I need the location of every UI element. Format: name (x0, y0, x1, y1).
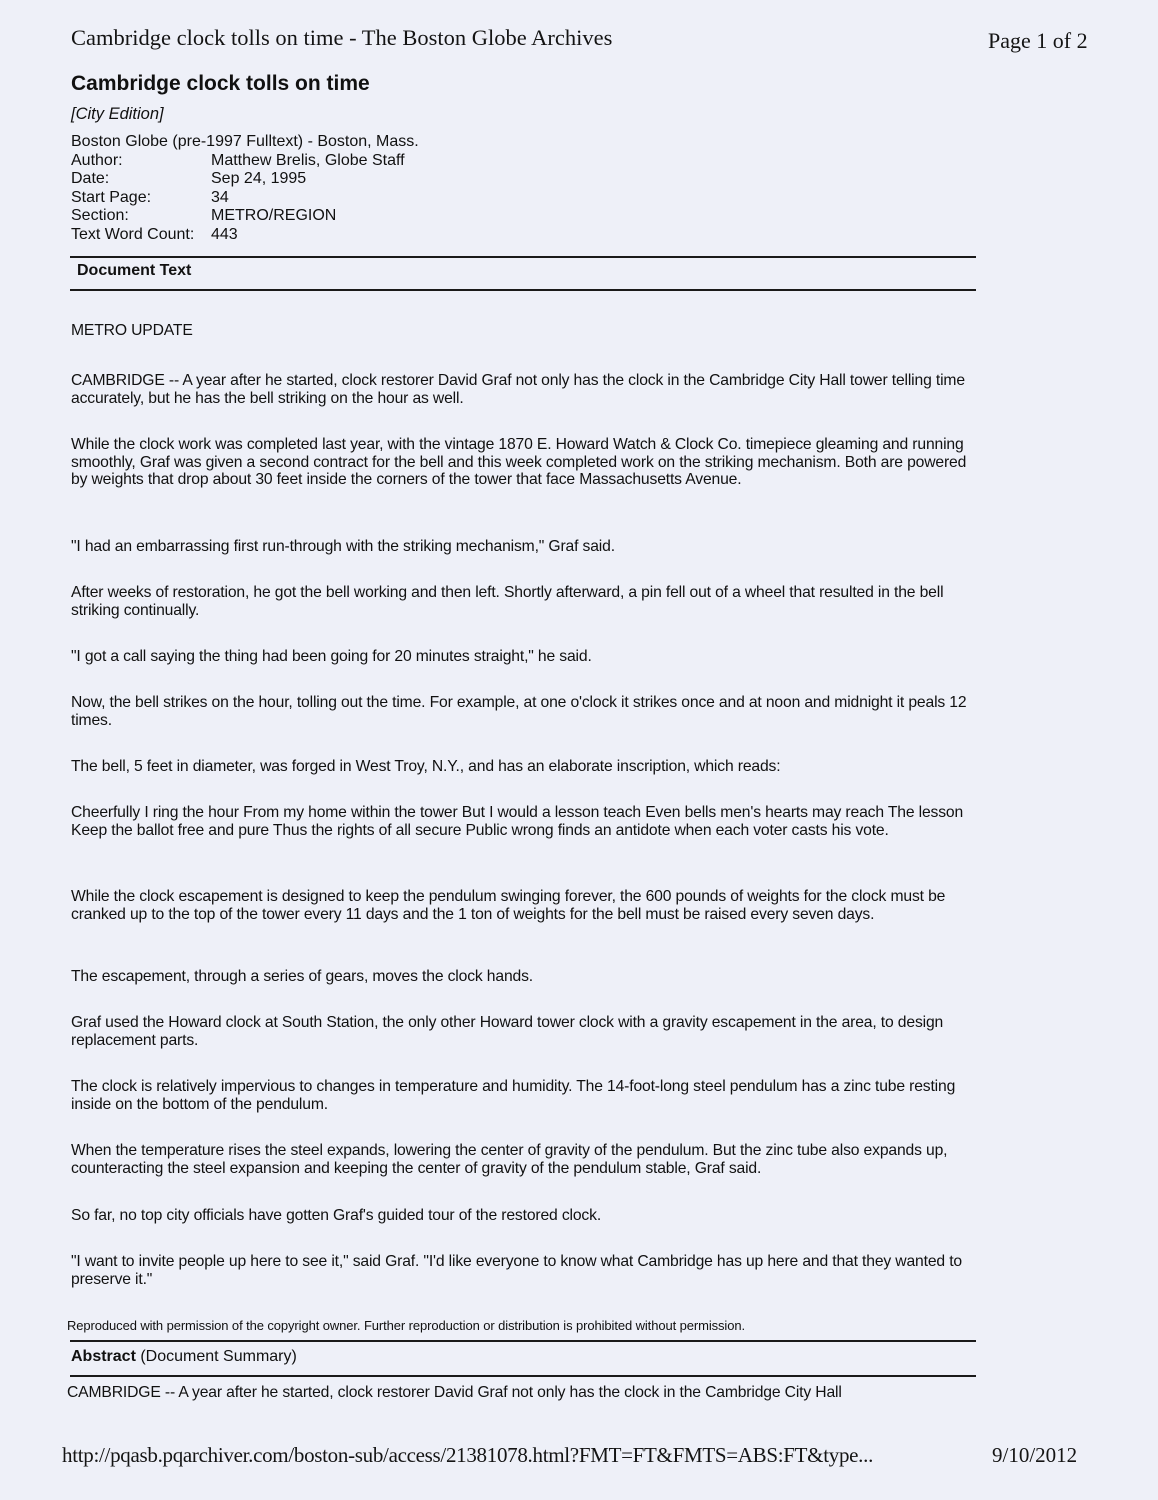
meta-value: 34 (211, 188, 229, 206)
abstract-heading-bold: Abstract (71, 1348, 136, 1365)
publication-source: Boston Globe (pre-1997 Fulltext) - Boston, Mass. (71, 133, 419, 150)
footer-print-date: 9/10/2012 (992, 1443, 1078, 1467)
edition-label: [City Edition] (71, 105, 164, 123)
meta-row-start-page (71, 189, 419, 208)
paragraph: "I got a call saying the thing had been going for 20 minutes straight," he said. (71, 648, 592, 665)
paragraph: Graf used the Howard clock at South Station, the only other Howard tower clock with a gravity escapement in the area, to design replacement parts. (71, 1014, 944, 1049)
document-text-heading: Document Text (77, 262, 192, 279)
meta-value: 443 (211, 225, 238, 243)
copyright-notice: Reproduced with permission of the copyright owner. Further reproduction or distribution is prohibited without permission. (67, 1318, 745, 1333)
paragraph: "I had an embarrassing first run-through with the striking mechanism," Graf said. (71, 538, 615, 555)
abstract-heading (71, 1348, 297, 1366)
meta-label: Text Word Count: (71, 225, 195, 243)
meta-label: Date: (71, 170, 110, 187)
paragraph: When the temperature rises the steel expands, lowering the center of gravity of the pendulum. But the zinc tube also expands up, counteracting the steel expansion and keeping the center of gravity of the pendulum stable, Graf said. (71, 1142, 948, 1177)
divider (70, 289, 976, 291)
paragraph: Now, the bell strikes on the hour, tolling out the time. For example, at one o'clock it strikes once and at noon and midnight it peals 12 times. (71, 694, 967, 729)
paragraph: The clock is relatively impervious to changes in temperature and humidity. The 14-foot-long steel pendulum has a zinc tube resting inside on the bottom of the pendulum. (71, 1078, 956, 1113)
meta-label: Section: (71, 207, 129, 224)
meta-value: METRO/REGION (211, 207, 337, 224)
footer-url: http://pqasb.pqarchiver.com/boston-sub/access/21381078.html?FMT=FT&FMTS=ABS:FT&type... (62, 1443, 874, 1467)
page-header-title: Cambridge clock tolls on time - The Boston Globe Archives (71, 25, 613, 50)
paragraph: METRO UPDATE (71, 322, 193, 339)
meta-row-author (71, 152, 419, 171)
article-metadata (71, 133, 419, 244)
abstract-text: CAMBRIDGE -- A year after he started, clock restorer David Graf not only has the clock in the Cambridge City Hall (67, 1384, 842, 1401)
paragraph: CAMBRIDGE -- A year after he started, clock restorer David Graf not only has the clock in the Cambridge City Hall tower telling time accurately, but he has the bell striking on the hour as well. (71, 372, 965, 407)
paragraph: The bell, 5 feet in diameter, was forged in West Troy, N.Y., and has an elaborate inscription, which reads: (71, 758, 781, 775)
divider (70, 1340, 976, 1342)
abstract-heading-suffix: (Document Summary) (135, 1348, 297, 1365)
paragraph: After weeks of restoration, he got the bell working and then left. Shortly afterward, a pin fell out of a wheel that resulted in the bell striking continually. (71, 584, 944, 619)
article-title: Cambridge clock tolls on time (71, 72, 370, 95)
paragraph: So far, no top city officials have gotten Graf's guided tour of the restored clock. (71, 1207, 602, 1224)
paragraph: "I want to invite people up here to see it," said Graf. "I'd like everyone to know what Cambridge has up here and that they wanted to preserve it." (71, 1253, 962, 1288)
paragraph: Cheerfully I ring the hour From my home within the tower But I would a lesson teach Even bells men's hearts may reach The lesson Keep the ballot free and pure Thus the rights of all secure Public wrong finds an antidote when each voter casts his vote. (71, 804, 964, 839)
page-number: Page 1 of 2 (988, 28, 1088, 53)
meta-label: Start Page: (71, 188, 152, 206)
meta-row-word-count (71, 226, 419, 245)
paragraph: While the clock escapement is designed to keep the pendulum swinging forever, the 600 pounds of weights for the clock must be cranked up to the top of the tower every 11 days and the 1 ton of weights for the bell must be raised every seven days. (71, 888, 946, 923)
meta-row-section (71, 207, 419, 226)
divider (70, 1375, 976, 1377)
meta-value: Matthew Brelis, Globe Staff (211, 151, 405, 169)
meta-label: Author: (71, 151, 123, 169)
meta-row-date (71, 170, 419, 189)
meta-value: Sep 24, 1995 (211, 170, 307, 187)
paragraph: While the clock work was completed last year, with the vintage 1870 E. Howard Watch & Clock Co. timepiece gleaming and running smoothly, Graf was given a second contract for the bell and this week completed work on the striking mechanism. Both are powered by weights that drop about 30 feet inside the corners of the tower that face Massachusetts Avenue. (71, 436, 967, 488)
divider (70, 256, 976, 258)
paragraph: The escapement, through a series of gears, moves the clock hands. (71, 968, 534, 985)
